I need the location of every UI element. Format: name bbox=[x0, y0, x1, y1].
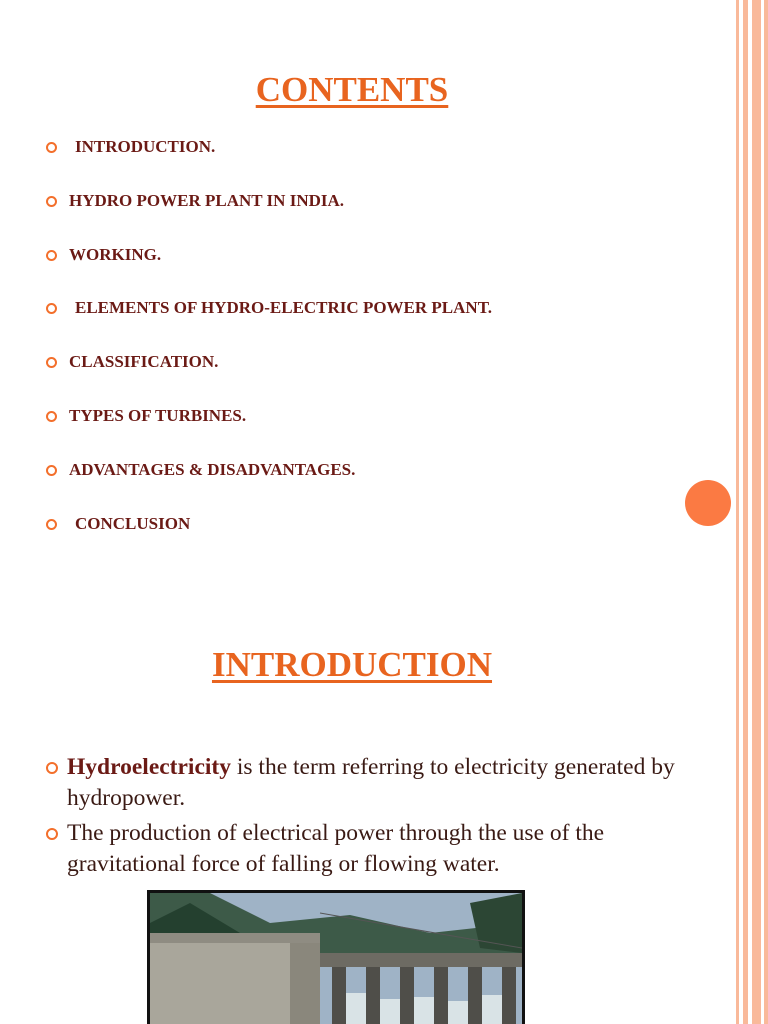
introduction-list bbox=[46, 752, 686, 884]
bullet-ring-icon bbox=[46, 196, 57, 207]
list-item: CONCLUSION bbox=[46, 511, 686, 565]
hydroelectricity-term: Hydroelectricity bbox=[67, 754, 231, 780]
contents-title: CONTENTS bbox=[255, 70, 449, 109]
dam-photo-illustration bbox=[150, 893, 522, 1024]
bullet-ring-icon bbox=[46, 250, 57, 261]
bullet-ring-icon bbox=[46, 303, 57, 314]
decorative-orange-dot bbox=[685, 480, 731, 526]
list-item: INTRODUCTION. bbox=[46, 134, 686, 188]
list-item: Hydroelectricity is the term referring to electricity generated by hydropower. bbox=[46, 752, 686, 814]
bullet-ring-icon bbox=[46, 357, 57, 368]
bullet-ring-icon bbox=[46, 828, 58, 840]
bullet-ring-icon bbox=[46, 762, 58, 774]
list-item: WORKING. bbox=[46, 242, 686, 296]
decorative-side-stripes bbox=[734, 0, 768, 1024]
bullet-ring-icon bbox=[46, 465, 57, 476]
list-item: The production of electrical power through the use of the gravitational force of falling or flowing water. bbox=[46, 818, 686, 880]
contents-list bbox=[46, 134, 686, 564]
list-item: CLASSIFICATION. bbox=[46, 349, 686, 403]
introduction-title: INTRODUCTION bbox=[211, 645, 493, 684]
list-item: ELEMENTS OF HYDRO-ELECTRIC POWER PLANT. bbox=[46, 295, 686, 349]
list-item: TYPES OF TURBINES. bbox=[46, 403, 686, 457]
bullet-ring-icon bbox=[46, 519, 57, 530]
list-item: ADVANTAGES & DISADVANTAGES. bbox=[46, 457, 686, 511]
dam-photo bbox=[147, 890, 525, 1024]
list-item: HYDRO POWER PLANT IN INDIA. bbox=[46, 188, 686, 242]
bullet-ring-icon bbox=[46, 142, 57, 153]
bullet-ring-icon bbox=[46, 411, 57, 422]
